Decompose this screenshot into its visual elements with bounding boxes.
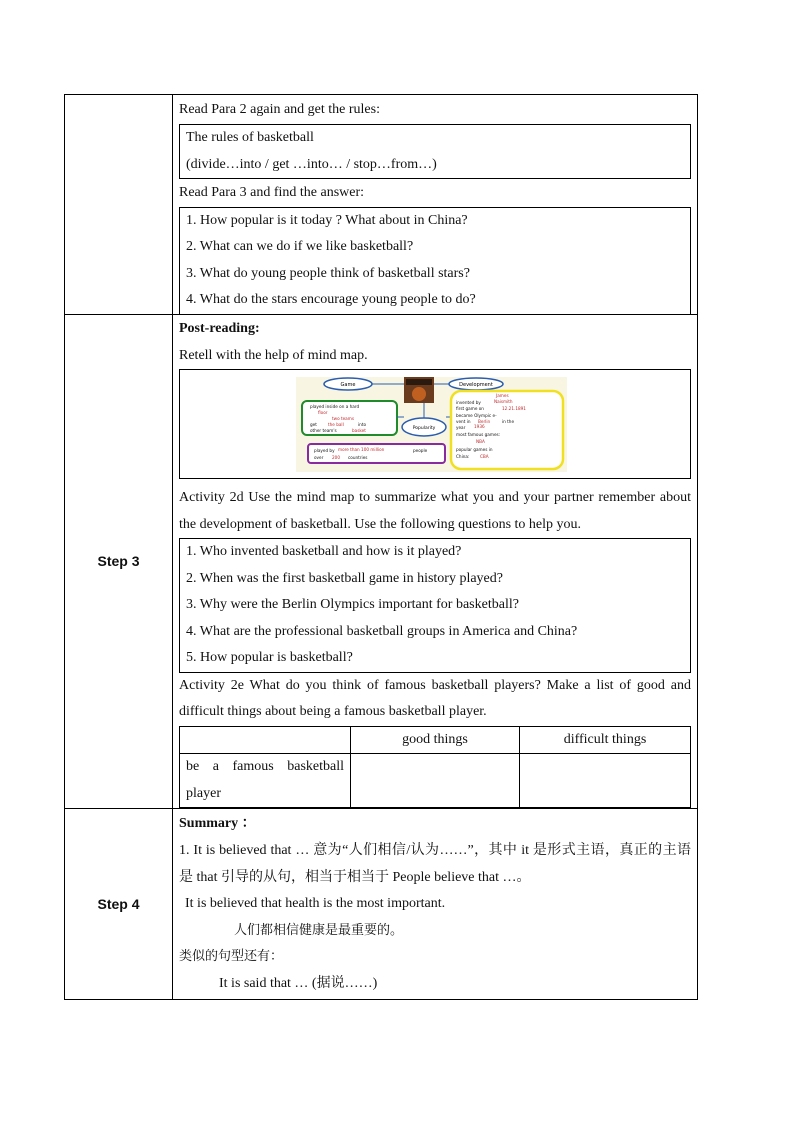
difficult-things-header: difficult things: [520, 726, 691, 754]
difficult-things-cell[interactable]: [520, 754, 691, 808]
svg-text:played inside on a hard: played inside on a hard floor two teams get the ball into other team's basket: [310, 404, 367, 433]
good-difficult-table: [179, 726, 691, 809]
example-sentence-cn: 人们都相信健康是最重要的。: [234, 922, 404, 938]
para3-questions-box: [179, 207, 691, 314]
question-item: 5. How popular is basketball?: [186, 650, 353, 665]
reading-content: [173, 95, 698, 315]
question-item: 3. Why were the Berlin Olympics important for basketball?: [186, 597, 519, 612]
svg-text:played by more: played by more than 100 million people over 200 countries: [314, 447, 428, 460]
question-item: 4. What do the stars encourage young people to do?: [186, 292, 476, 307]
step4-content: [173, 809, 698, 1000]
popularity-label: Popularity: [412, 426, 436, 431]
step3-label: Step 3: [65, 314, 173, 809]
activity-2e-instruction: Activity 2e What do you think of famous basketball players? Make a list of good and difficult things about being a famous basketball player.: [179, 677, 691, 719]
example-sentence-en: It is believed that health is the most important.: [185, 896, 446, 911]
activity-2d-questions-box: [179, 538, 691, 673]
mind-map-image: [296, 377, 567, 472]
rules-box: [179, 124, 691, 179]
lesson-plan-table: [64, 94, 698, 1000]
question-item: 2. When was the first basketball game in history played?: [186, 570, 503, 586]
para2-instruction: Read Para 2 again and get the rules:: [179, 102, 380, 117]
development-label: Development: [459, 382, 493, 388]
rules-hint: (divide…into / get …into… / stop…from…): [186, 156, 437, 172]
step3-row: [65, 314, 698, 809]
good-things-cell[interactable]: [351, 754, 520, 808]
activity-2d-instruction: Activity 2d Use the mind map to summarize what you and your partner remember about the development of basketball. Use the following questions to help you.: [179, 490, 691, 532]
para3-instruction: Read Para 3 and find the answer:: [179, 185, 365, 200]
it-is-said-that-pattern: It is said that … (据说……): [219, 975, 378, 991]
table-corner-cell: [180, 726, 351, 754]
reading-row: [65, 95, 698, 315]
famous-player-row-label: be a famous basketball player: [180, 754, 351, 808]
good-things-header: good things: [351, 726, 520, 754]
similar-patterns-label: 类似的句型还有：: [179, 949, 284, 964]
summary-heading: Summary ：: [179, 816, 256, 831]
question-item: 1. How popular is it today ? What about in China?: [186, 212, 468, 228]
question-item: 2. What can we do if we like basketball?: [186, 239, 414, 254]
question-item: 3. What do young people think of basketball stars?: [186, 265, 470, 281]
post-reading-heading: Post-reading:: [179, 320, 260, 336]
step4-label: Step 4: [65, 809, 173, 1000]
rules-title: The rules of basketball: [186, 130, 314, 145]
svg-text:James invented: James invented by Naismith first game on 12.21.1891 became Olympic e- vent in Berlin in the year 1936 most famous games: NBA popular games in China: CBA: [456, 393, 526, 459]
question-item: 1. Who invented basketball and how is it played?: [186, 544, 462, 559]
grammar-point-1: 1. It is believed that … 意为“人们相信/认为……”，其中 it 是形式主语，真正的主语是 that 引导的从句，相当于相当于 People believe that …。: [179, 843, 691, 885]
step4-row: [65, 809, 698, 1000]
question-item: 4. What are the professional basketball groups in America and China?: [186, 623, 578, 639]
game-label: Game: [340, 382, 356, 388]
step3-content: [173, 314, 698, 809]
retell-instruction: Retell with the help of mind map.: [179, 347, 368, 363]
mindmap-box: [179, 369, 691, 479]
empty-step-cell: [65, 95, 173, 315]
